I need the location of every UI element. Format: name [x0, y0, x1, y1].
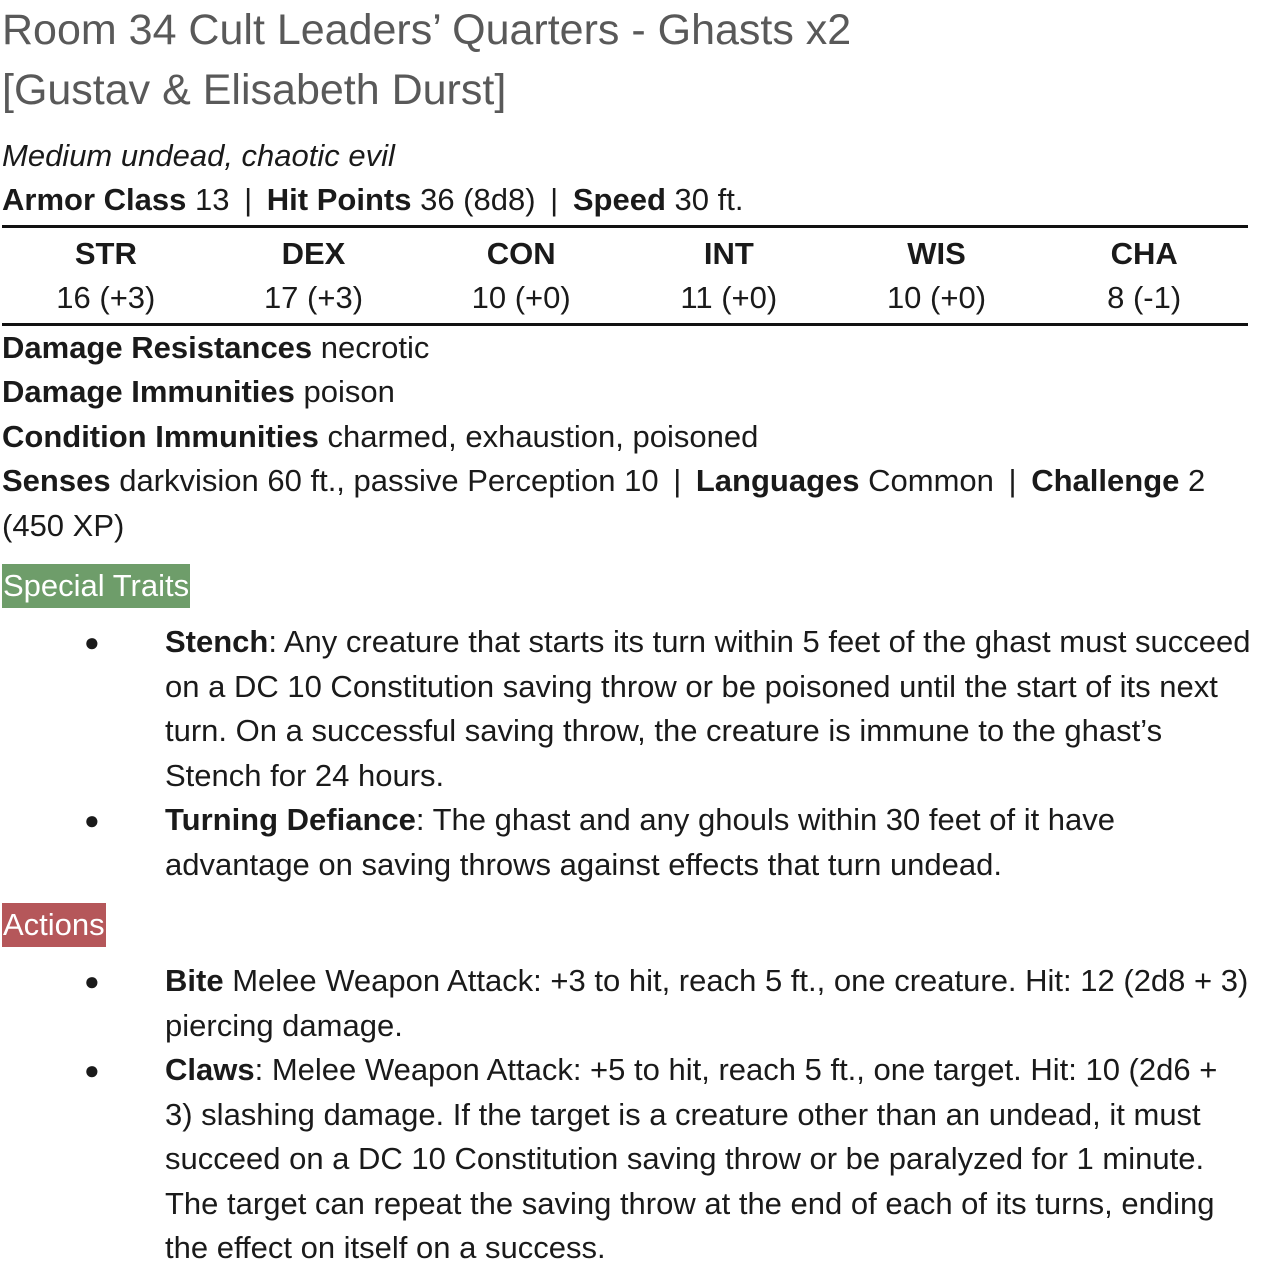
list-item: [2, 798, 1252, 887]
condition-immunities-value: charmed, exhaustion, poisoned: [327, 418, 759, 454]
title-line-1: Room 34 Cult Leaders’ Quarters - Ghasts x2: [2, 6, 852, 54]
action-name: Claws: [165, 1052, 255, 1087]
list-item: [2, 959, 1252, 1048]
trait-name: Turning Defiance: [165, 802, 416, 837]
action-text: : Melee Weapon Attack: +5 to hit, reach 5 ft., one target. Hit: 10 (2d6 + 3) slashing damage. If the target is a creature other than an undead, it must succeed on a DC 10 Constitution saving throw or be paralyzed for 1 minute. The target can repeat the saving throw at the end of each of its turns, ending the effect on itself on a success.: [165, 1052, 1218, 1265]
ability-name: WIS: [907, 235, 966, 271]
action-text: Melee Weapon Attack: +3 to hit, reach 5 ft., one creature. Hit: 12 (2d8 + 3) piercing damage.: [165, 963, 1249, 1043]
bullet-icon: ●: [84, 805, 100, 835]
defense-line: [2, 178, 1252, 223]
ability-value: 10 (+0): [471, 279, 571, 315]
ability-name: CHA: [1110, 235, 1178, 271]
special-traits-list: [2, 620, 1252, 887]
title-line-2: [Gustav & Elisabeth Durst]: [2, 66, 507, 114]
ability-int: [625, 232, 833, 320]
separator: |: [1008, 463, 1017, 498]
languages-value: Common: [868, 463, 994, 498]
damage-resistances-label: Damage Resistances: [2, 329, 313, 365]
ability-value: 17 (+3): [263, 279, 364, 315]
languages-label: Languages: [695, 463, 860, 498]
separator: |: [550, 182, 559, 217]
separator: |: [673, 463, 682, 498]
ability-value: 11 (+0): [680, 279, 778, 315]
armor-class-label: Armor Class: [2, 182, 187, 217]
trait-text: : Any creature that starts its turn within 5 feet of the ghast must succeed on a DC 10 Constitution saving throw or be poisoned until the start of its next turn. On a successful saving throw, the creature is immune to the ghast’s Stench for 24 hours.: [165, 624, 1251, 793]
bullet-icon: ●: [84, 1055, 100, 1085]
hit-points-value: 36 (8d8): [420, 182, 536, 217]
ability-dex: [210, 232, 418, 320]
creature-type: Medium undead, chaotic evil: [2, 138, 395, 173]
damage-immunities-label: Damage Immunities: [2, 374, 295, 409]
special-traits-heading: Special Traits: [2, 564, 190, 608]
ability-value: 8 (-1): [1107, 279, 1182, 315]
ability-cha: [1040, 232, 1248, 320]
speed-label: Speed: [572, 182, 666, 217]
bullet-icon: ●: [84, 966, 100, 996]
armor-class-value: 13: [194, 182, 230, 217]
damage-immunities: [2, 370, 1252, 415]
bullet-icon: ●: [84, 627, 100, 657]
ability-wis: [833, 232, 1041, 320]
condition-immunities: [2, 415, 1252, 460]
condition-immunities-label: Condition Immunities: [2, 418, 319, 454]
separator: |: [244, 182, 253, 217]
challenge-value: 2: [1188, 463, 1206, 498]
ability-name: DEX: [281, 235, 346, 271]
trait-text: : The ghast and any ghouls within 30 feet of it have advantage on saving throws against effects that turn undead.: [165, 802, 1116, 882]
damage-immunities-value: poison: [303, 374, 395, 409]
speed-value: 30 ft.: [674, 182, 744, 217]
list-item: [2, 620, 1252, 798]
senses-label: Senses: [2, 463, 111, 498]
hit-points-label: Hit Points: [266, 182, 412, 217]
damage-resistances: [2, 326, 1252, 371]
list-item: [2, 1048, 1252, 1271]
senses-value: darkvision 60 ft., passive Perception 10: [119, 463, 659, 498]
challenge-label: Challenge: [1031, 463, 1180, 498]
ability-name: INT: [703, 235, 754, 271]
action-name: Bite: [165, 963, 224, 998]
ability-name: CON: [486, 235, 556, 271]
challenge-xp: (450 XP): [2, 507, 125, 543]
ability-value: 16 (+3): [56, 279, 156, 315]
ability-name: STR: [74, 235, 137, 271]
damage-resistances-value: necrotic: [320, 329, 430, 365]
actions-heading: Actions: [2, 903, 106, 947]
ability-scores-table: [2, 225, 1248, 326]
trait-name: Stench: [165, 624, 269, 659]
senses-line: [2, 459, 1252, 548]
actions-list: [2, 959, 1252, 1271]
ability-value: 10 (+0): [886, 279, 987, 315]
ability-str: [2, 232, 210, 320]
ability-con: [417, 232, 625, 320]
page-title: [2, 0, 1252, 120]
